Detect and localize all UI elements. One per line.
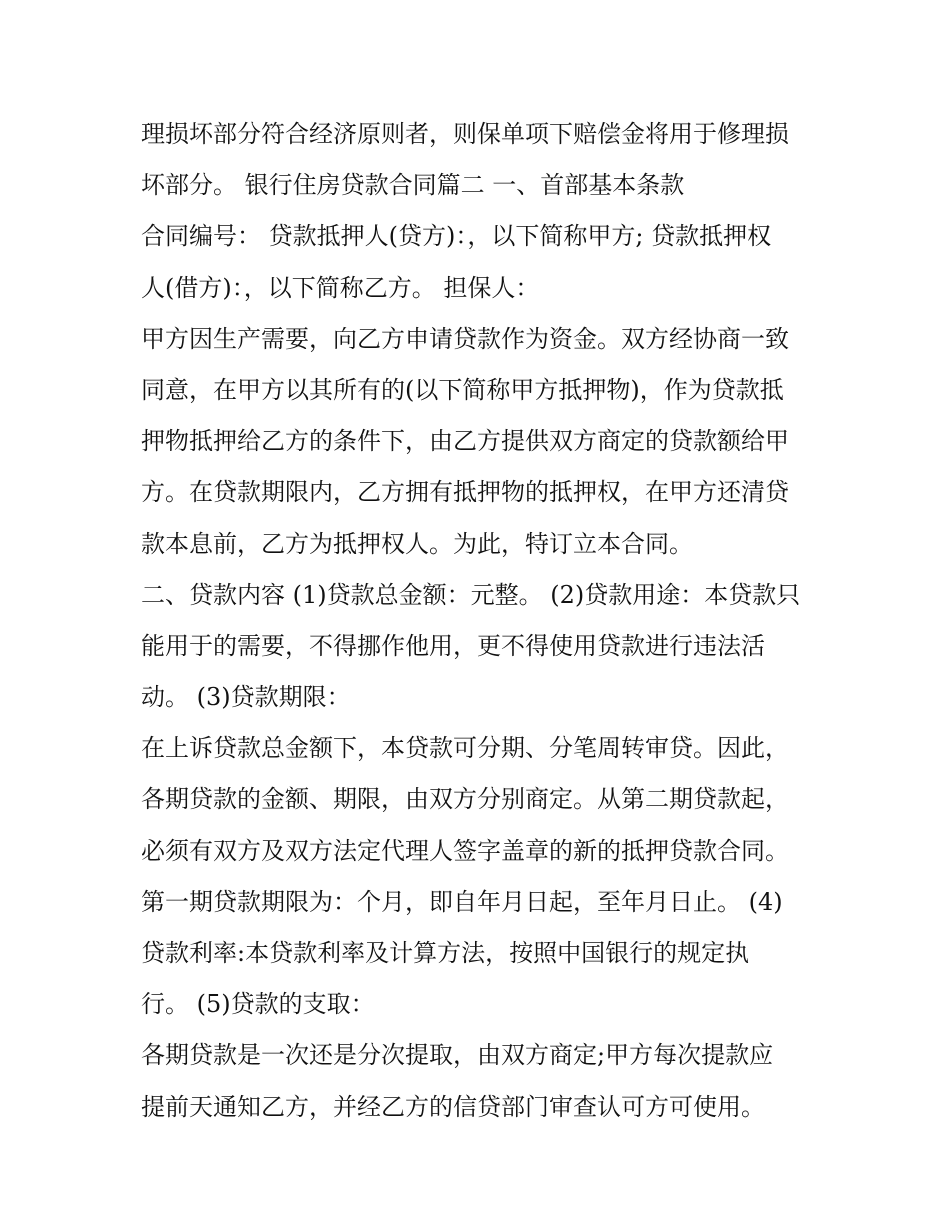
- text-line: 款本息前，乙方为抵押权人。为此，特订立本合同。: [141, 529, 693, 558]
- document-body: [141, 109, 821, 1133]
- text-line: 必须有双方及双方法定代理人签字盖章的新的抵押贷款合同。: [141, 836, 789, 865]
- text-line: 在上诉贷款总金额下，本贷款可分期、分笔周转审贷。因此，: [141, 734, 789, 763]
- text-line: 坏部分。 银行住房贷款合同篇二 一、首部基本条款: [141, 171, 685, 200]
- text-line: 各期贷款是一次还是分次提取，由双方商定;甲方每次提款应: [141, 1041, 774, 1070]
- text-line: 第一期贷款期限为：个月，即自年月日起，至年月日止。 (4): [141, 887, 783, 916]
- text-line: 人(借方)：，以下简称乙方。 担保人：: [141, 273, 540, 302]
- text-line: 行。 (5)贷款的支取：: [141, 990, 375, 1019]
- text-line: 方。在贷款期限内，乙方拥有抵押物的抵押权，在甲方还清贷: [141, 478, 789, 507]
- text-line: 贷款利率:本贷款利率及计算方法，按照中国银行的规定执: [141, 939, 750, 967]
- text-line: 同意，在甲方以其所有的(以下简称甲方抵押物)，作为贷款抵: [141, 375, 784, 404]
- text-line: 合同编号： 贷款抵押人(贷方)：，以下简称甲方; 贷款抵押权: [141, 222, 772, 251]
- text-line: 押物抵押给乙方的条件下，由乙方提供双方商定的贷款额给甲: [141, 427, 789, 456]
- text-line: 动。 (3)贷款期限：: [141, 683, 351, 712]
- text-line: 提前天通知乙方，并经乙方的信贷部门审查认可方可使用。: [141, 1092, 765, 1121]
- text-line: 甲方因生产需要，向乙方申请贷款作为资金。双方经协商一致: [141, 324, 789, 353]
- text-line: 理损坏部分符合经济原则者，则保单项下赔偿金将用于修理损: [141, 120, 789, 148]
- text-line: 二、贷款内容 (1)贷款总金额：元整。 (2)贷款用途：本贷款只: [141, 580, 801, 609]
- text-line: 各期贷款的金额、期限，由双方分别商定。从第二期贷款起，: [141, 785, 789, 814]
- text-line: 能用于的需要，不得挪作他用，更不得使用贷款进行违法活: [141, 631, 765, 660]
